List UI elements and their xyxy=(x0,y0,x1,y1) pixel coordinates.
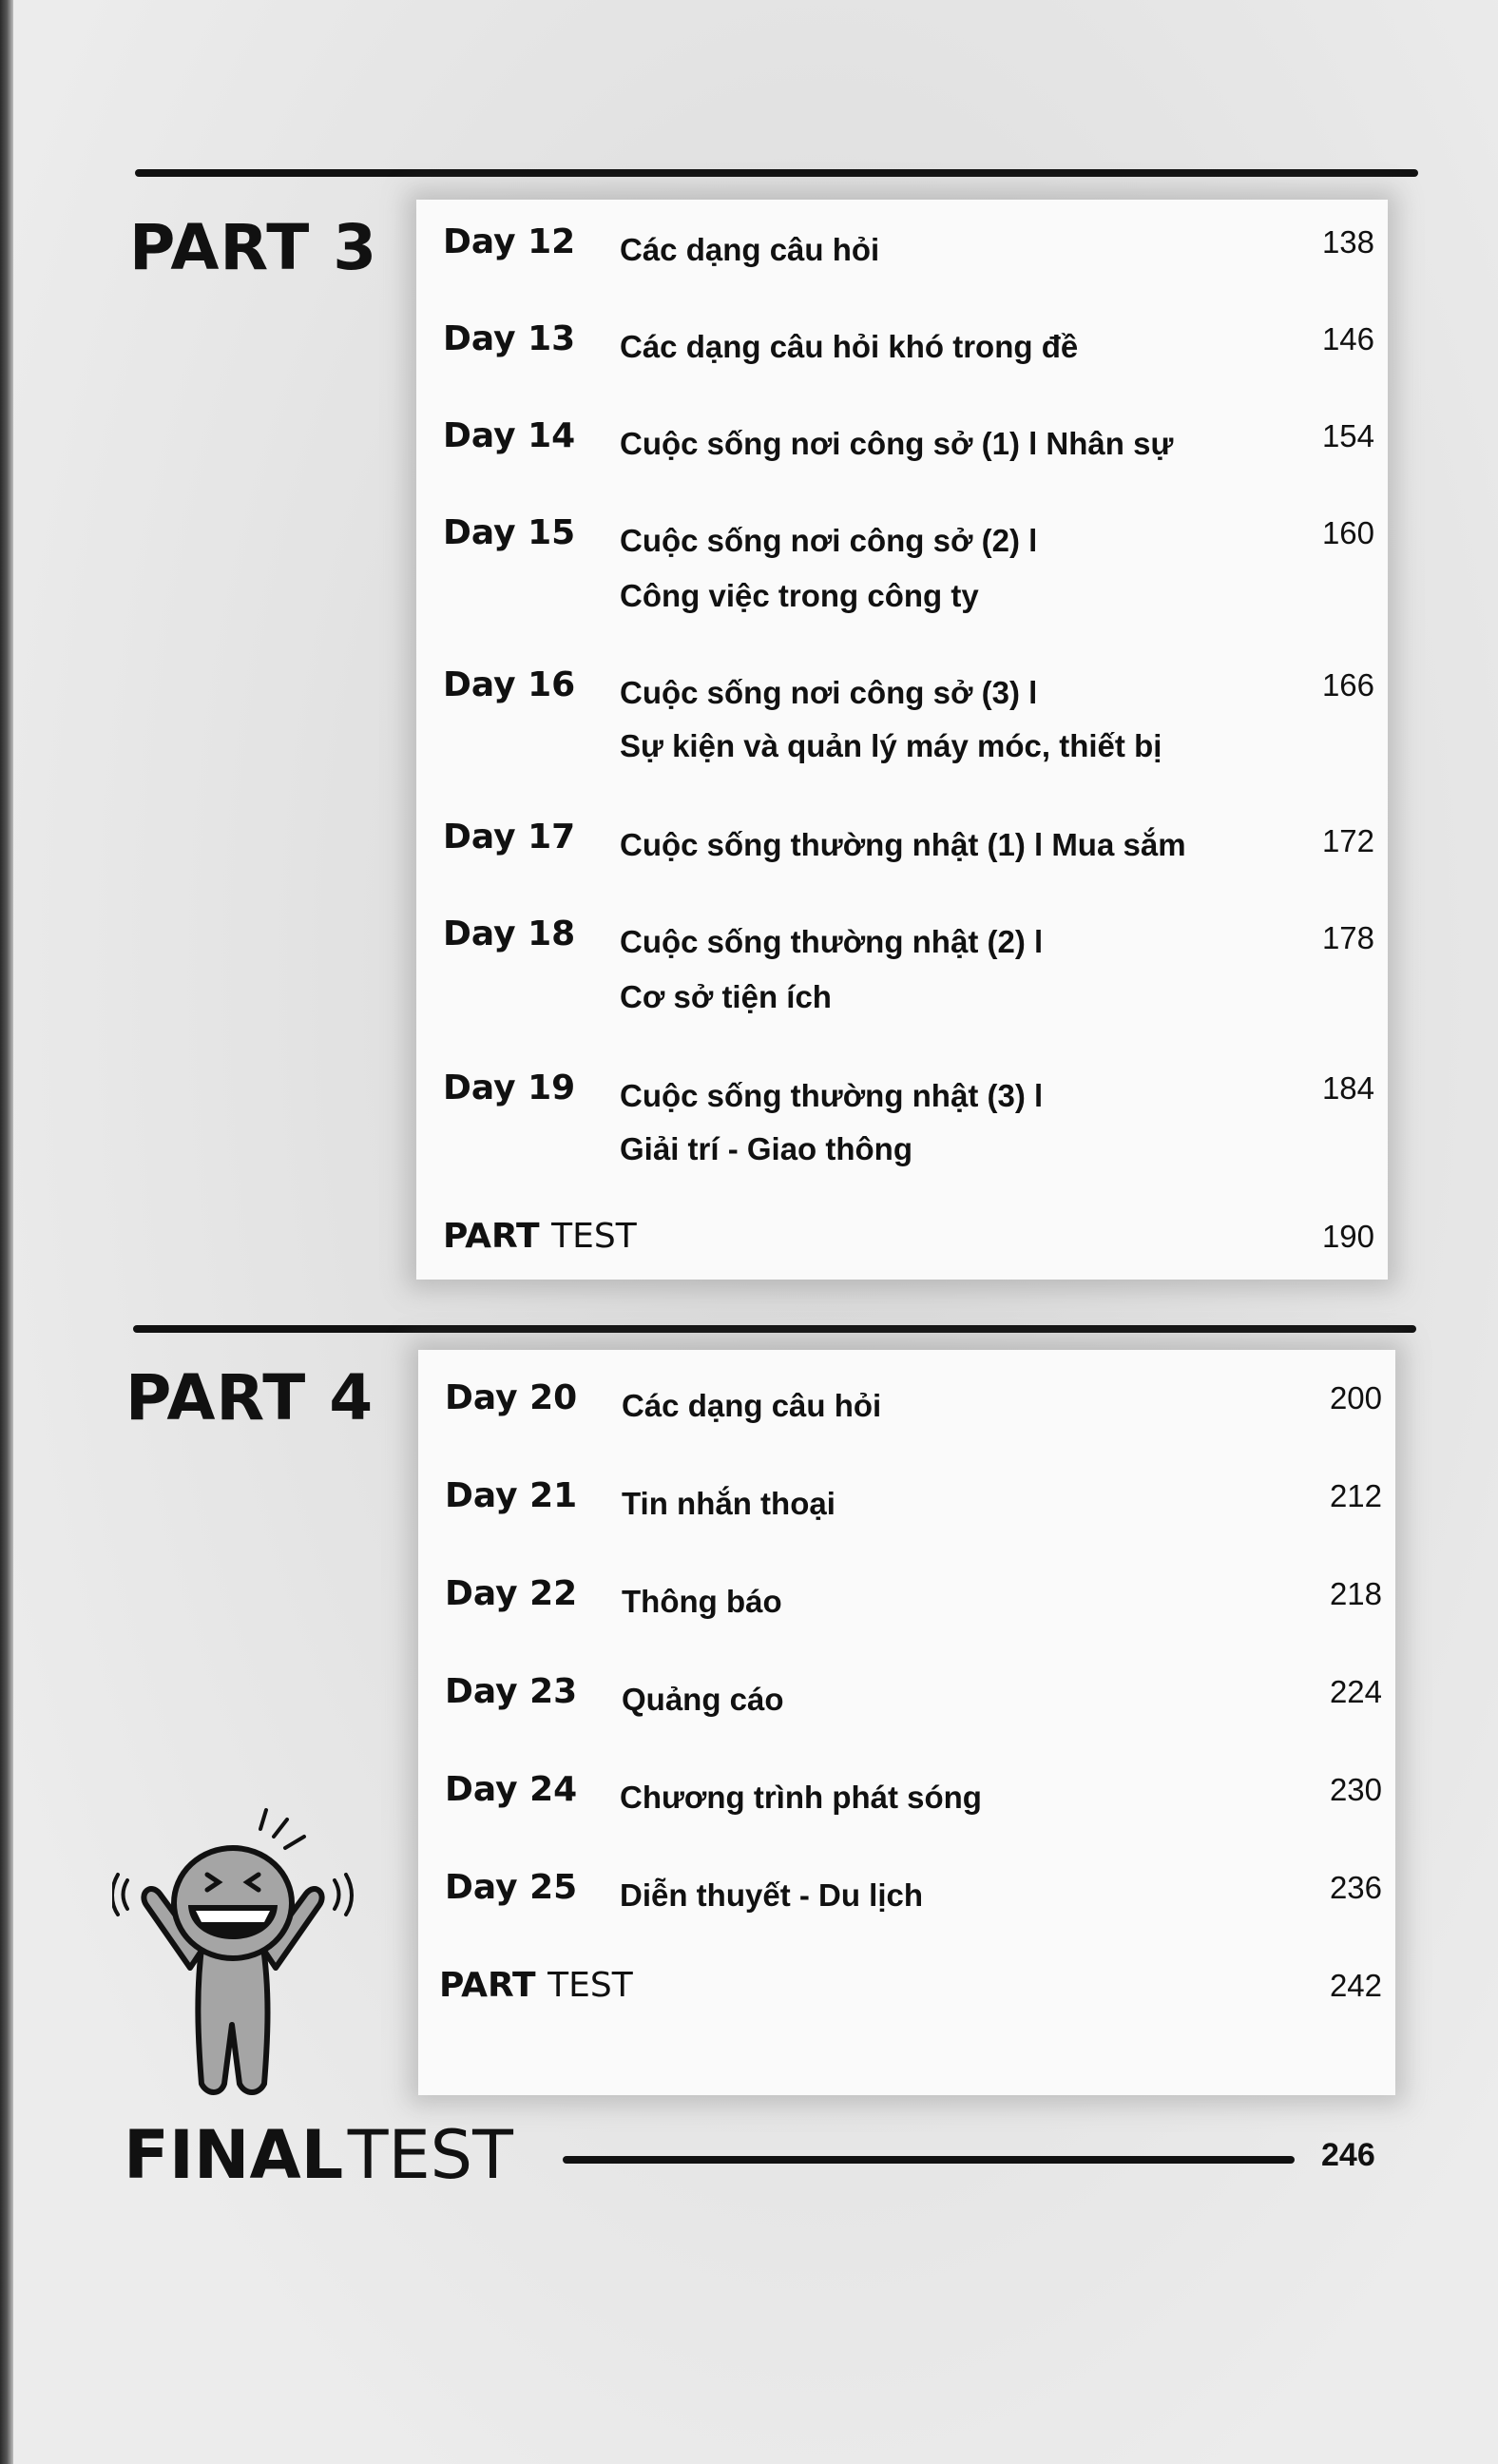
page-number: 160 xyxy=(1321,515,1374,550)
day-label: Day 18 xyxy=(443,914,576,953)
topic-label: Diễn thuyết - Du lịch xyxy=(620,1877,924,1913)
day-label: Day 14 xyxy=(443,416,576,455)
day-label: Day 13 xyxy=(443,319,576,358)
day-label: Day 21 xyxy=(445,1476,578,1515)
page-number: 146 xyxy=(1321,321,1374,356)
topic-label-line2: Sự kiện và quản lý máy móc, thiết bị xyxy=(620,728,1162,763)
toc-row-day19[interactable] xyxy=(416,1068,1388,1179)
toc-row-day16[interactable] xyxy=(416,665,1388,776)
book-spine-edge xyxy=(0,0,13,2464)
topic-label: Các dạng câu hỏi xyxy=(620,232,880,267)
page-number: 230 xyxy=(1329,1772,1382,1807)
part-test-light: TEST xyxy=(547,1966,633,2005)
final-test-heading[interactable] xyxy=(124,2116,513,2194)
page-number: 154 xyxy=(1321,418,1374,453)
toc-row-day15[interactable] xyxy=(416,513,1388,624)
toc-row-part3-test[interactable] xyxy=(416,1217,1388,1274)
page-number: 172 xyxy=(1321,823,1374,858)
mascot-teeth xyxy=(196,1911,270,1922)
final-test-page-number: 246 xyxy=(1321,2137,1375,2173)
final-test-light: TEST xyxy=(347,2116,513,2194)
page-number: 200 xyxy=(1329,1380,1382,1415)
toc-row-day22[interactable] xyxy=(418,1574,1395,1631)
page-number: 218 xyxy=(1329,1576,1382,1611)
final-test-rule xyxy=(563,2156,1295,2164)
part-test-label xyxy=(439,1966,633,2005)
day-label: Day 12 xyxy=(443,222,576,261)
toc-row-day21[interactable] xyxy=(418,1476,1395,1533)
topic-label: Cuộc sống nơi công sở (2) l xyxy=(620,523,1038,558)
part-test-light: TEST xyxy=(551,1217,637,1256)
topic-label: Cuộc sống nơi công sở (1) l Nhân sự xyxy=(620,426,1174,461)
day-label: Day 24 xyxy=(445,1770,578,1809)
toc-row-day14[interactable] xyxy=(416,416,1388,473)
part-test-bold: PART xyxy=(439,1966,536,2005)
page-number: 184 xyxy=(1321,1070,1374,1106)
part3-toc-panel xyxy=(416,200,1388,1280)
part4-toc-panel xyxy=(418,1350,1395,2095)
toc-row-day17[interactable] xyxy=(416,818,1388,875)
toc-row-part4-test[interactable] xyxy=(418,1966,1395,2023)
page-number: 178 xyxy=(1321,920,1374,955)
topic-label: Các dạng câu hỏi xyxy=(622,1388,882,1423)
toc-row-day18[interactable] xyxy=(416,914,1388,1025)
day-label: Day 17 xyxy=(443,818,576,857)
day-label: Day 16 xyxy=(443,665,576,704)
toc-row-day12[interactable] xyxy=(416,222,1388,279)
topic-label-line2: Giải trí - Giao thông xyxy=(620,1131,912,1166)
part-test-label xyxy=(443,1217,637,1256)
topic-label-line2: Công việc trong công ty xyxy=(620,578,979,613)
day-label: Day 23 xyxy=(445,1672,578,1711)
topic-label-line2: Cơ sở tiện ích xyxy=(620,979,832,1014)
part4-top-rule xyxy=(133,1325,1416,1333)
page-number: 166 xyxy=(1321,667,1374,703)
cheering-mascot-illustration xyxy=(112,1799,369,2097)
part3-title: PART 3 xyxy=(129,211,378,284)
page-number: 212 xyxy=(1329,1478,1382,1513)
toc-row-day13[interactable] xyxy=(416,319,1388,376)
topic-label: Cuộc sống thường nhật (1) l Mua sắm xyxy=(620,827,1186,862)
topic-label: Cuộc sống thường nhật (3) l xyxy=(620,1078,1044,1113)
topic-label: Quảng cáo xyxy=(622,1682,784,1717)
day-label: Day 20 xyxy=(445,1378,578,1417)
day-label: Day 15 xyxy=(443,513,576,552)
toc-row-day24[interactable] xyxy=(418,1770,1395,1827)
day-label: Day 22 xyxy=(445,1574,578,1613)
day-label: Day 19 xyxy=(443,1068,576,1107)
topic-label: Cuộc sống thường nhật (2) l xyxy=(620,924,1044,959)
part4-title: PART 4 xyxy=(125,1361,374,1434)
mascot-figure xyxy=(144,1848,321,2092)
topic-label: Thông báo xyxy=(622,1584,782,1619)
page-number: 138 xyxy=(1321,224,1374,260)
part3-top-rule xyxy=(135,169,1418,177)
page-number: 242 xyxy=(1329,1968,1382,2003)
toc-row-day20[interactable] xyxy=(418,1378,1395,1435)
toc-row-day23[interactable] xyxy=(418,1672,1395,1729)
part-test-bold: PART xyxy=(443,1217,540,1256)
page-number: 236 xyxy=(1329,1870,1382,1905)
final-test-bold: FINAL xyxy=(124,2116,344,2194)
topic-label: Cuộc sống nơi công sở (3) l xyxy=(620,675,1038,710)
page-number: 190 xyxy=(1321,1219,1374,1254)
topic-label: Các dạng câu hỏi khó trong đề xyxy=(620,329,1079,364)
topic-label: Chương trình phát sóng xyxy=(620,1780,982,1815)
topic-label: Tin nhắn thoại xyxy=(622,1486,835,1521)
toc-row-day25[interactable] xyxy=(418,1868,1395,1925)
page-number: 224 xyxy=(1329,1674,1382,1709)
day-label: Day 25 xyxy=(445,1868,578,1907)
